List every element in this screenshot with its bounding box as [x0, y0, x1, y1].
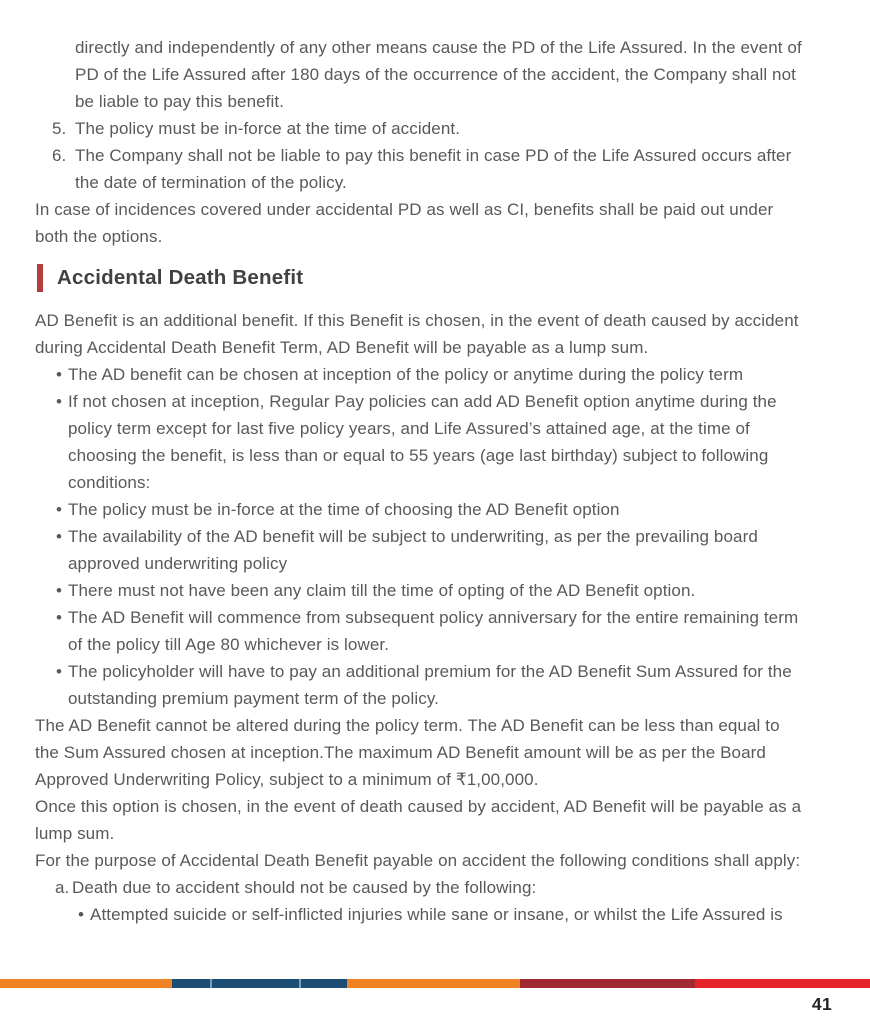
paragraph-cannot-alter: The AD Benefit cannot be altered during the policy term. The AD Benefit can be less than equal to the Sum Assured chosen at inception.The maximum AD Benefit amount will be as per the Board Approved Underwriting Policy, subject to a minimum of ₹1,00,000. [35, 716, 780, 789]
numbered-item-5 [35, 115, 808, 142]
page-number: 41 [811, 994, 832, 1014]
numbered-item-marker: 5. [52, 119, 67, 138]
bullet-item: • The AD benefit can be chosen at inception of the policy or anytime during the policy term [35, 361, 808, 388]
page-content [35, 34, 808, 928]
numbered-item-6 [35, 142, 808, 196]
lettered-item-text: Death due to accident should not be caused by the following: [72, 878, 537, 897]
bullet-item: • The AD Benefit will commence from subsequent policy anniversary for the entire remaining term of the policy till Age 80 whichever is lower. [35, 604, 808, 658]
section-heading-text: Accidental Death Benefit [57, 266, 304, 289]
numbered-item-text: The Company shall not be liable to pay this benefit in case PD of the Life Assured occurs after the date of termination of the policy. [75, 146, 792, 192]
section-heading [35, 263, 808, 292]
paragraph-once-chosen: Once this option is chosen, in the event of death caused by accident, AD Benefit will be payable as a lump sum. [35, 797, 802, 843]
stripe-segment-blue-2 [210, 979, 299, 988]
stripe-segment-red [695, 979, 870, 988]
numbered-item-text: The policy must be in-force at the time of accident. [75, 119, 461, 138]
stripe-segment-blue-3 [299, 979, 347, 988]
stripe-segment-blue-1 [172, 979, 210, 988]
paragraph-incidences: In case of incidences covered under accidental PD as well as CI, benefits shall be paid out under both the options. [35, 200, 774, 246]
stripe-segment-orange-1 [0, 979, 172, 988]
bullet-list [35, 361, 808, 712]
paragraph-ad-intro: AD Benefit is an additional benefit. If this Benefit is chosen, in the event of death caused by accident during Accidental Death Benefit Term, AD Benefit will be payable as a lump sum. [35, 311, 799, 357]
lettered-item-a [35, 874, 808, 901]
numbered-item-marker: 6. [52, 146, 67, 165]
bullet-item: • There must not have been any claim till the time of opting of the AD Benefit option. [35, 577, 808, 604]
bullet-item: • If not chosen at inception, Regular Pay policies can add AD Benefit option anytime during the policy term except for last five policy years, and Life Assured’s attained age, at the time of choosing the benefit, is less than or equal to 55 years (age last birthday) subject to following conditions: [35, 388, 808, 496]
paragraph-item4-continuation: directly and independently of any other means cause the PD of the Life Assured. In the event of PD of the Life Assured after 180 days of the occurrence of the accident, the Company shall not be liable to pay this benefit. [75, 38, 802, 111]
sub-bullet-item: • Attempted suicide or self-inflicted injuries while sane or insane, or whilst the Life Assured is [35, 901, 808, 928]
heading-accent-bar [37, 264, 43, 292]
stripe-segment-maroon [520, 979, 695, 988]
stripe-segment-orange-2 [347, 979, 520, 988]
footer-stripe [0, 979, 870, 988]
bullet-item: • The policy must be in-force at the time of choosing the AD Benefit option [35, 496, 808, 523]
paragraph-purpose: For the purpose of Accidental Death Benefit payable on accident the following conditions shall apply: [35, 851, 801, 870]
lettered-item-marker: a. [55, 878, 70, 897]
bullet-item: • The availability of the AD benefit will be subject to underwriting, as per the prevailing board approved underwriting policy [35, 523, 808, 577]
bullet-item: • The policyholder will have to pay an additional premium for the AD Benefit Sum Assured for the outstanding premium payment term of the policy. [35, 658, 808, 712]
